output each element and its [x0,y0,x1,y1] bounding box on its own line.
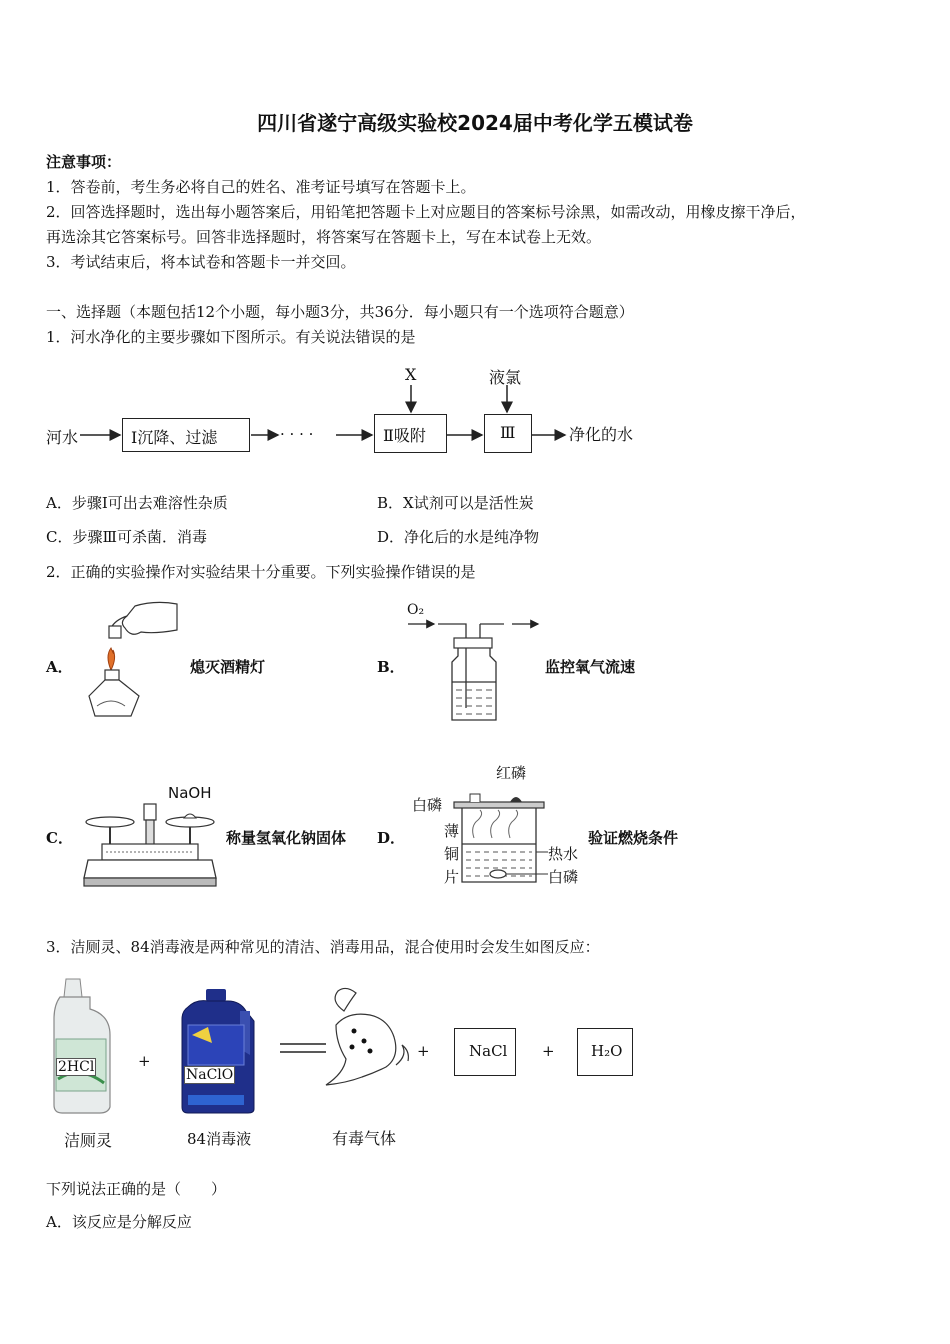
q1-stem: 1．河水净化的主要步骤如下图所示。有关说法错误的是 [46,328,416,346]
toilet-cleaner-bottle [50,975,116,1115]
flow-step1-label: Ⅰ沉降、过滤 [131,428,218,447]
q3-option-a: A．该反应是分解反应 [46,1213,192,1231]
gas-name: 有毒气体 [332,1129,397,1148]
toxic-gas-figure [316,985,412,1095]
q3-stem: 3．洁厕灵、84消毒液是两种常见的清洁、消毒用品，混合使用时会发生如图反应： [46,938,600,956]
flow-step3-box [484,414,532,453]
q2-b-label: 监控氧气流速 [545,658,636,676]
q2-d-red-phosphorus: 红磷 [496,764,527,782]
bottle2-formula: NaClO [186,1067,234,1083]
q2-d-white-phosphorus-bottom: 白磷 [548,868,579,886]
product-water: H₂O [591,1042,623,1060]
q2-a-label: 熄灭酒精灯 [190,658,266,676]
q2-d-hot-water: 热水 [548,845,579,863]
flow-river-label: 河水 [46,428,79,447]
flow-arrows [0,0,950,480]
q1-option-b: B．X试剂可以是活性炭 [377,494,534,512]
flow-step1-box [122,418,250,452]
q2-a-letter: A． [46,658,73,676]
product-nacl: NaCl [469,1042,508,1060]
disinfectant-bottle [178,985,258,1115]
plus-1: + [138,1052,151,1070]
q1-option-c: C．步骤Ⅲ可杀菌．消毒 [46,528,207,546]
q1-option-a: A．步骤Ⅰ可出去难溶性杂质 [46,494,228,512]
q2-d-label: 验证燃烧条件 [588,829,679,847]
page-title: 四川省遂宁高级实验校2024届中考化学五模试卷 [257,111,693,135]
notice-item-3: 3．考试结束后，将本试卷和答题卡一并交回。 [46,253,356,271]
product-water-box [577,1028,633,1076]
flow-step3-label: Ⅲ [500,423,516,442]
balance-figure [80,800,220,895]
q2-d-copper-2: 铜 [444,845,460,863]
flow-x-label: X [405,365,417,384]
q2-b-gas-label: O₂ [407,602,425,618]
flow-step2-box [374,414,447,453]
section-heading: 一、选择题（本题包括12个小题，每小题3分，共36分．每小题只有一个选项符合题意） [46,303,634,321]
bottle2-name: 84消毒液 [187,1130,252,1148]
q2-b-letter: B． [377,658,405,676]
flow-step2-label: Ⅱ吸附 [383,426,426,445]
q2-d-copper-1: 薄 [444,822,460,840]
q2-d-copper-3: 片 [444,868,460,886]
notice-item-1: 1．答卷前，考生务必将自己的姓名、准考证号填写在答题卡上。 [46,178,476,196]
bottle1-formula: 2HCl [58,1059,95,1075]
notice-heading: 注意事项： [46,153,122,171]
flow-dots: · · · · [280,425,314,443]
plus-3: + [542,1042,555,1060]
alcohol-lamp-figure [75,598,185,723]
flow-output-label: 净化的水 [569,425,634,444]
notice-item-2: 2．回答选择题时，选出每小题答案后，用铅笔把答题卡上对应题目的答案标号涂黑，如需改动，用橡皮擦干净后， [46,203,806,221]
q2-d-letter: D． [377,829,406,847]
q2-c-chem-label: NaOH [168,784,212,802]
plus-2: + [417,1042,430,1060]
bottle1-name: 洁厕灵 [64,1131,113,1150]
q2-d-white-phosphorus-top: 白磷 [412,796,443,814]
q2-c-label: 称量氢氧化钠固体 [226,829,347,847]
q3-question: 下列说法正确的是（ ） [46,1180,227,1198]
q1-option-d: D．净化后的水是纯净物 [377,528,540,546]
product-nacl-box [454,1028,516,1076]
notice-item-2-cont: 再选涂其它答案标号。回答非选择题时，将答案写在答题卡上，写在本试卷上无效。 [46,228,602,246]
flow-chlorine-label: 液氯 [489,368,522,387]
q2-stem: 2．正确的实验操作对实验结果十分重要。下列实验操作错误的是 [46,563,476,581]
q2-c-letter: C． [46,829,73,847]
